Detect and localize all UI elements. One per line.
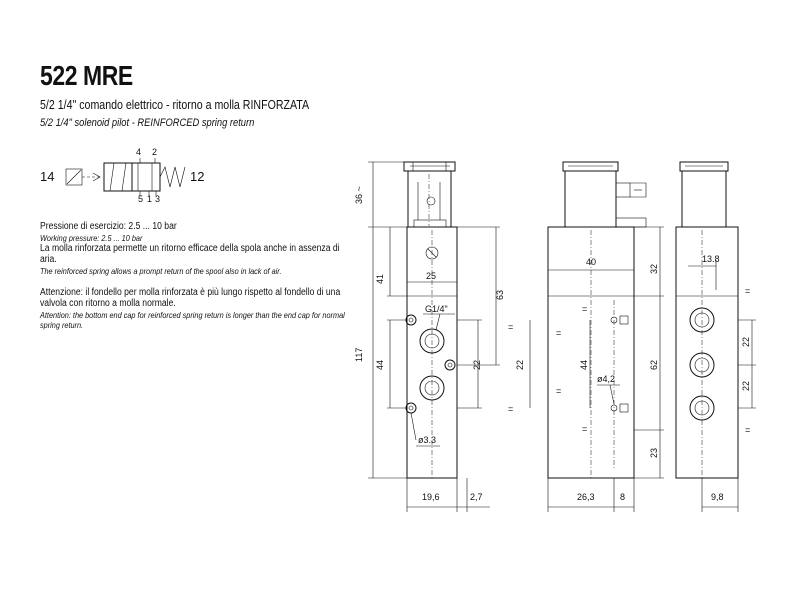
dim-62: 62 <box>649 359 659 370</box>
symbol-port-1: 1 <box>147 194 153 204</box>
dim-25: 25 <box>426 271 437 281</box>
spring-icon <box>160 167 185 187</box>
dim-36: 36 ~ <box>354 186 364 204</box>
dim-22-end-bottom: 22 <box>741 380 751 391</box>
valve-symbol <box>40 147 204 204</box>
svg-text:=: = <box>508 404 514 414</box>
dim-44-side: 44 <box>579 359 589 370</box>
attention-en: Attention: the bottom end cap for reinforced spring return is longer than the end cap for normal spring return. <box>40 309 345 330</box>
dim-32: 32 <box>649 263 659 274</box>
dim-138: 13.8 <box>702 254 720 264</box>
dim-27: 2,7 <box>470 492 483 502</box>
front-coil <box>408 171 451 227</box>
svg-text:=: = <box>745 425 751 435</box>
dim-8: 8 <box>620 492 626 502</box>
dim-263: 26,3 <box>577 492 595 502</box>
dim-44: 44 <box>375 359 385 370</box>
symbol-port-5: 5 <box>138 194 144 204</box>
dim-d33: ø3.3 <box>418 435 437 445</box>
end-body <box>676 227 738 478</box>
attention-it: Attenzione: il fondello per molla rinforzata è più lungo rispetto al fondello di una valvola con ritorno a molla normale. <box>40 286 341 309</box>
symbol-port-4: 4 <box>136 147 142 157</box>
dim-g14: G1/4" <box>425 304 448 314</box>
side-view <box>508 162 664 512</box>
dim-98: 9,8 <box>711 492 724 502</box>
spring-en: The reinforced spring allows a prompt return of the spool also in lack of air. <box>40 265 282 276</box>
subtitle-italian: 5/2 1/4" comando elettrico - ritorno a molla RINFORZATA <box>40 98 310 112</box>
symbol-port-14: 14 <box>40 169 55 184</box>
valve-square-left <box>104 163 132 191</box>
symbol-port-2: 2 <box>152 147 158 157</box>
dim-23: 23 <box>649 447 659 458</box>
svg-text:=: = <box>556 328 562 338</box>
svg-text:=: = <box>582 304 588 314</box>
page-title: 522 MRE <box>40 60 133 91</box>
symbol-port-3: 3 <box>155 194 161 204</box>
pressure-en: Working pressure: 2.5 ... 10 bar <box>40 232 143 243</box>
dim-d42: ø4,2 <box>597 374 616 384</box>
svg-text:=: = <box>508 322 514 332</box>
pressure-it: Pressione di esercizio: 2.5 ... 10 bar <box>40 221 177 232</box>
dim-22-end-top: 22 <box>741 336 751 347</box>
svg-text:=: = <box>556 386 562 396</box>
svg-text:=: = <box>745 286 751 296</box>
dim-117: 117 <box>354 347 364 362</box>
dim-63: 63 <box>495 289 505 300</box>
dim-22-front: 22 <box>472 359 482 370</box>
front-view <box>354 162 505 512</box>
valve-square-right <box>132 163 160 191</box>
svg-text:=: = <box>582 424 588 434</box>
dim-196: 19,6 <box>422 492 440 502</box>
side-coil <box>565 171 616 227</box>
dim-22-side: 22 <box>515 359 525 370</box>
spring-it: La molla rinforzata permette un ritorno efficace della spola anche in assenza di aria. <box>40 242 340 265</box>
symbol-port-12: 12 <box>190 169 205 184</box>
dim-41: 41 <box>375 273 385 284</box>
end-coil <box>682 171 726 227</box>
subtitle-english: 5/2 1/4" solenoid pilot - REINFORCED spring return <box>40 117 255 129</box>
dim-40: 40 <box>586 257 597 267</box>
end-view <box>676 162 756 512</box>
